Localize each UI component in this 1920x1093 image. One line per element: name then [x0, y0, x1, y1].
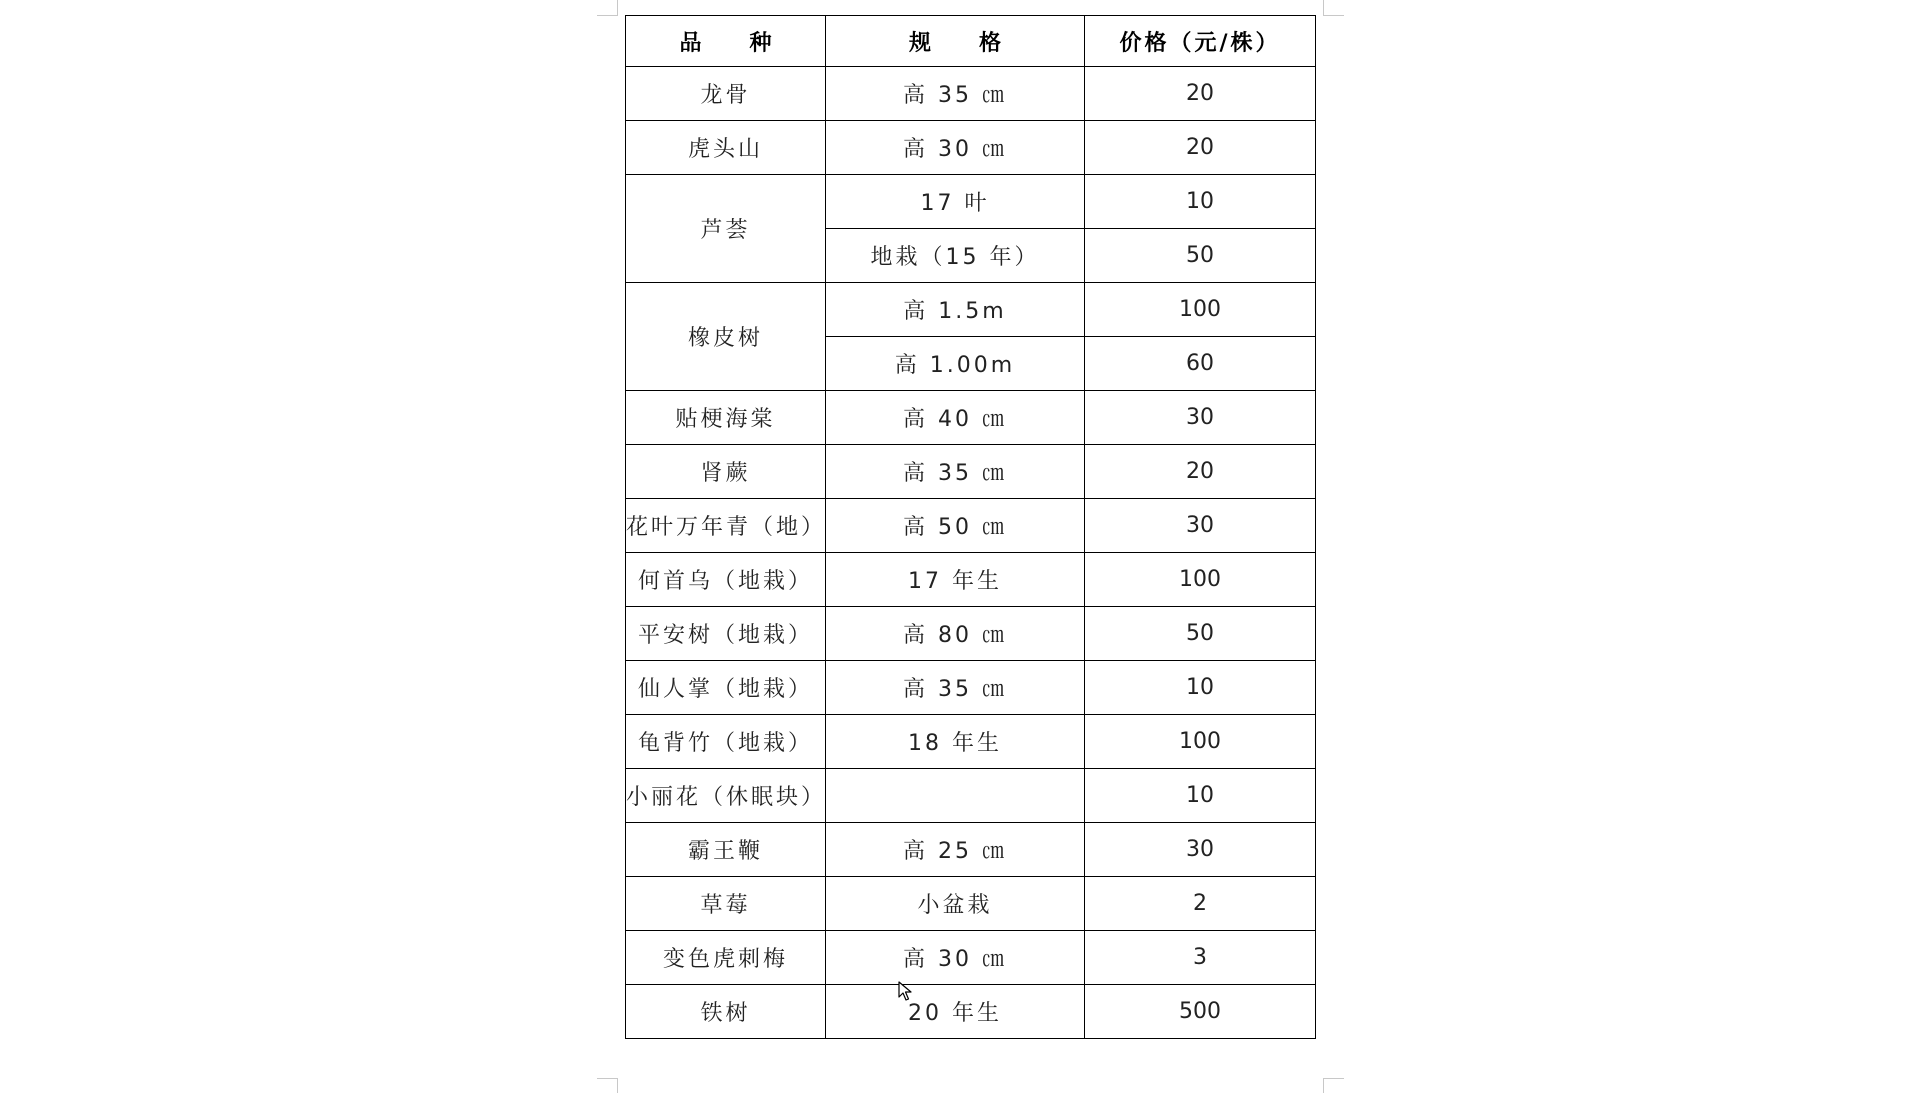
spec-cell[interactable]: 高 35 ㎝ — [826, 67, 1085, 121]
table-header-row — [626, 16, 1316, 67]
table-row — [626, 175, 1316, 229]
price-cell[interactable]: 30 — [1085, 823, 1316, 877]
table-row — [626, 67, 1316, 121]
spec-cell[interactable]: 20 年生 — [826, 985, 1085, 1039]
variety-cell[interactable]: 龟背竹（地栽） — [626, 715, 826, 769]
price-cell[interactable]: 10 — [1085, 175, 1316, 229]
variety-cell[interactable]: 花叶万年青（地） — [626, 499, 826, 553]
table-row — [626, 823, 1316, 877]
price-cell[interactable]: 2 — [1085, 877, 1316, 931]
price-cell[interactable]: 3 — [1085, 931, 1316, 985]
price-cell[interactable]: 20 — [1085, 445, 1316, 499]
spec-cell[interactable]: 高 40 ㎝ — [826, 391, 1085, 445]
spec-cell[interactable]: 18 年生 — [826, 715, 1085, 769]
header-variety[interactable]: 品种 — [626, 16, 826, 67]
spec-cell[interactable]: 高 25 ㎝ — [826, 823, 1085, 877]
table-row — [626, 877, 1316, 931]
plant-price-table — [625, 15, 1316, 1039]
spec-cell[interactable]: 高 80 ㎝ — [826, 607, 1085, 661]
spec-cell[interactable]: 高 35 ㎝ — [826, 661, 1085, 715]
table-row — [626, 499, 1316, 553]
variety-cell[interactable]: 小丽花（休眠块） — [626, 769, 826, 823]
table-row — [626, 445, 1316, 499]
table-row — [626, 661, 1316, 715]
spec-cell[interactable]: 高 35 ㎝ — [826, 445, 1085, 499]
table-row — [626, 931, 1316, 985]
table-row — [626, 769, 1316, 823]
spec-cell[interactable]: 小盆栽 — [826, 877, 1085, 931]
header-spec[interactable]: 规格 — [826, 16, 1085, 67]
price-cell[interactable]: 30 — [1085, 499, 1316, 553]
price-cell[interactable]: 100 — [1085, 553, 1316, 607]
variety-cell[interactable]: 肾蕨 — [626, 445, 826, 499]
price-cell[interactable]: 60 — [1085, 337, 1316, 391]
crop-mark-bottom-left — [597, 1078, 618, 1093]
table-row — [626, 283, 1316, 337]
price-cell[interactable]: 500 — [1085, 985, 1316, 1039]
spec-cell[interactable]: 高 30 ㎝ — [826, 931, 1085, 985]
spec-cell[interactable]: 高 1.00m — [826, 337, 1085, 391]
variety-cell[interactable]: 霸王鞭 — [626, 823, 826, 877]
variety-cell[interactable]: 何首乌（地栽） — [626, 553, 826, 607]
table-row — [626, 985, 1316, 1039]
price-cell[interactable]: 100 — [1085, 715, 1316, 769]
spec-cell[interactable]: 高 1.5m — [826, 283, 1085, 337]
variety-cell[interactable]: 龙骨 — [626, 67, 826, 121]
table-row — [626, 391, 1316, 445]
spec-cell[interactable]: 高 50 ㎝ — [826, 499, 1085, 553]
price-cell[interactable]: 20 — [1085, 67, 1316, 121]
spec-cell[interactable]: 地栽（15 年） — [826, 229, 1085, 283]
table-row — [626, 607, 1316, 661]
spec-cell[interactable]: 17 叶 — [826, 175, 1085, 229]
variety-cell[interactable]: 平安树（地栽） — [626, 607, 826, 661]
variety-cell[interactable]: 贴梗海棠 — [626, 391, 826, 445]
spec-cell[interactable]: 17 年生 — [826, 553, 1085, 607]
spec-cell[interactable]: 高 30 ㎝ — [826, 121, 1085, 175]
price-cell[interactable]: 50 — [1085, 229, 1316, 283]
crop-mark-bottom-right — [1323, 1078, 1344, 1093]
variety-cell[interactable]: 虎头山 — [626, 121, 826, 175]
variety-cell[interactable]: 铁树 — [626, 985, 826, 1039]
header-price[interactable]: 价格（元/株） — [1085, 16, 1316, 67]
variety-cell[interactable]: 芦荟 — [626, 175, 826, 283]
price-cell[interactable]: 10 — [1085, 661, 1316, 715]
spec-cell[interactable] — [826, 769, 1085, 823]
table-row — [626, 715, 1316, 769]
variety-cell[interactable]: 变色虎刺梅 — [626, 931, 826, 985]
price-cell[interactable]: 10 — [1085, 769, 1316, 823]
table-row — [626, 553, 1316, 607]
price-cell[interactable]: 20 — [1085, 121, 1316, 175]
variety-cell[interactable]: 仙人掌（地栽） — [626, 661, 826, 715]
price-cell[interactable]: 30 — [1085, 391, 1316, 445]
crop-mark-top-right — [1323, 0, 1344, 16]
price-cell[interactable]: 100 — [1085, 283, 1316, 337]
table-row — [626, 121, 1316, 175]
mouse-pointer-icon — [898, 981, 912, 1001]
variety-cell[interactable]: 草莓 — [626, 877, 826, 931]
variety-cell[interactable]: 橡皮树 — [626, 283, 826, 391]
crop-mark-top-left — [597, 0, 618, 16]
price-cell[interactable]: 50 — [1085, 607, 1316, 661]
